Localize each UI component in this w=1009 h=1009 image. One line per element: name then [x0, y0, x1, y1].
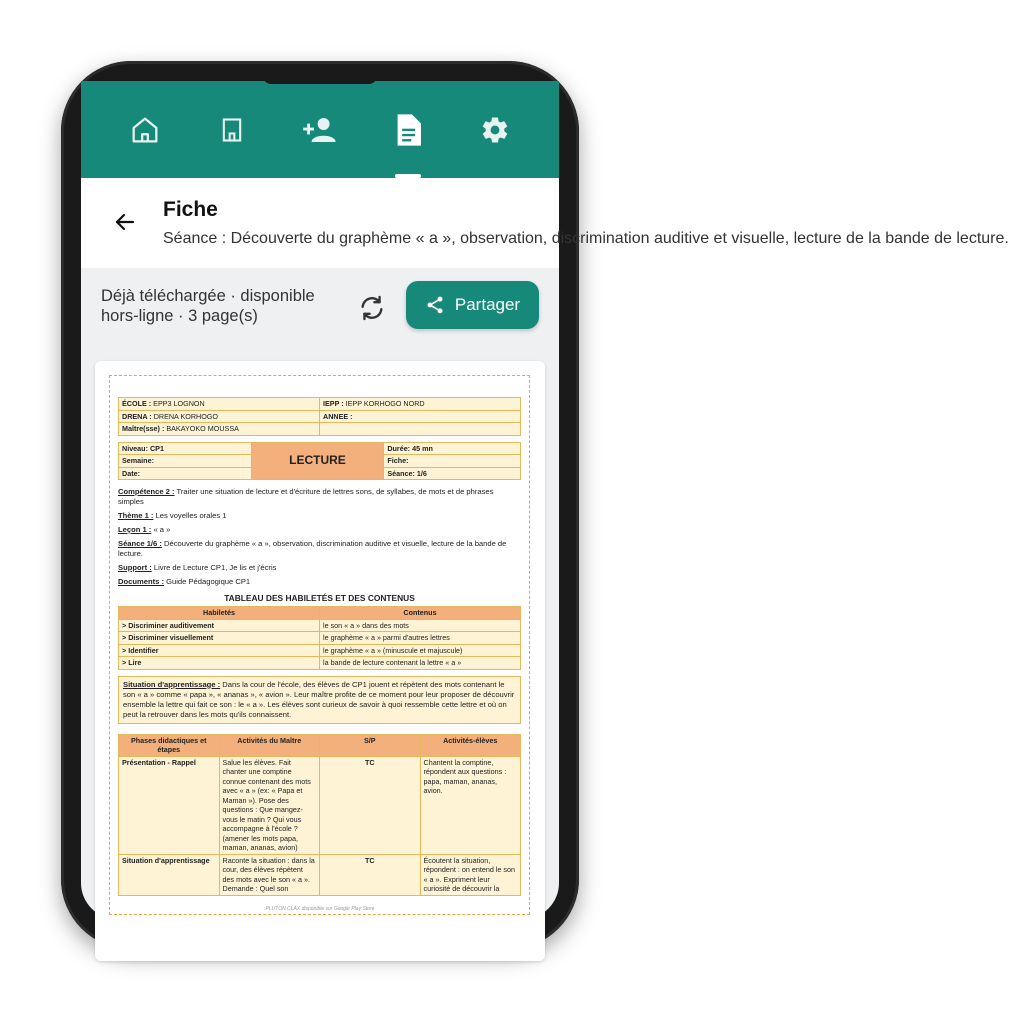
ecole-value: EPP3 LOGNON: [153, 399, 205, 408]
eleves-cell: Écoutent la situation, répondent : on entend le son « a ». Expriment leur curiosité de découvrir la: [420, 854, 521, 895]
hab-head-habiletes: Habiletés: [119, 607, 320, 620]
phase-head: S/P: [320, 734, 421, 756]
nav-documents[interactable]: [378, 100, 438, 160]
hab-cell: > Identifier: [119, 644, 320, 657]
building-icon: [218, 115, 246, 145]
annee-label: ANNEE :: [323, 411, 353, 421]
hab-cell: > Discriminer visuellement: [119, 632, 320, 645]
niveau: Niveau: CP1: [119, 442, 252, 455]
page-subtitle: Séance : Découverte du graphème « a », observation, discrimination auditive et visuelle, lecture de la bande de lecture.: [163, 230, 1009, 247]
situation-label: Situation d'apprentissage :: [123, 679, 221, 689]
lecon-label: Leçon 1 :: [118, 525, 152, 534]
refresh-icon: [358, 294, 386, 322]
competence-label: Compétence 2 :: [118, 487, 175, 496]
lecon: [118, 525, 521, 535]
theme-text: Les voyelles orales 1: [153, 511, 227, 520]
content-cell: la bande de lecture contenant la lettre « a »: [320, 657, 521, 670]
phone-notch: [263, 74, 377, 84]
table-row: [119, 657, 521, 670]
theme: [118, 511, 521, 521]
support-label: Support :: [118, 563, 152, 572]
maitre-cell: Raconte la situation : dans la cour, des élèves répètent des mots avec le son « a ». Demande : Quel son: [219, 854, 320, 895]
phase-head: Activités-élèves: [420, 734, 521, 756]
ecole-label: ÉCOLE :: [122, 399, 152, 408]
home-icon: [128, 113, 162, 147]
phase-head: Activités du Maître: [219, 734, 320, 756]
documents-text: Guide Pédagogique CP1: [164, 577, 251, 586]
nav-add-user[interactable]: [290, 100, 350, 160]
document-preview[interactable]: [95, 361, 545, 961]
school-info-table: [118, 397, 521, 436]
document-footer: PLUTON CLAX disponible sur Google Play Store: [265, 906, 375, 912]
table-row: [119, 619, 521, 632]
table-row: [119, 854, 521, 895]
support-text: Livre de Lecture CP1, Je lis et j'écris: [151, 563, 277, 572]
hab-cell: > Lire: [119, 657, 320, 670]
hab-head-contenus: Contenus: [320, 607, 521, 620]
documents: [118, 577, 521, 587]
phase-cell: Situation d'apprentissage: [119, 854, 220, 895]
situation-text: Dans la cour de l'école, des élèves de CP1 jouent et répètent des mots contenant le son « a » comme « papa », « ananas », « avion ». Leur maître profite de ce moment pour leur proposer de découvrir ensemble la lettre qui fait ce son : le « a ». Les élèves sont curieux de savoir à quoi ressemble cette lettre et où on peut la retrouver dans les mots qu'ils connaissent.: [123, 679, 515, 719]
lesson-meta-table: [118, 442, 521, 481]
content-cell: le son « a » dans des mots: [320, 619, 521, 632]
sp-cell: TC: [320, 854, 421, 895]
sp-cell: TC: [320, 756, 421, 854]
competence-text: Traiter une situation de lecture et d'écriture de lettres sons, de syllabes, de mots et de phrases simples: [118, 487, 494, 506]
hab-cell: > Discriminer auditivement: [119, 619, 320, 632]
duree: Durée: 45 mn: [384, 442, 521, 455]
page-title: Fiche: [163, 198, 218, 221]
app-screen: [81, 81, 1009, 919]
download-status-bar: [81, 268, 559, 344]
lecon-text: « a »: [151, 525, 171, 534]
drena-value: DRENA KORHOGO: [153, 411, 218, 421]
fiche: Fiche:: [384, 455, 521, 468]
gear-icon: [480, 115, 510, 145]
back-button[interactable]: [111, 208, 139, 236]
habiletes-table: [118, 606, 521, 670]
add-user-icon: [302, 115, 338, 145]
iepp-value: IEPP KORHOGO NORD: [345, 399, 425, 408]
subject-title: LECTURE: [251, 442, 384, 480]
download-status-text: Déjà téléchargée · disponible hors-ligne · 3 page(s): [101, 287, 315, 325]
share-icon: [425, 295, 445, 315]
top-navigation-bar: [81, 81, 559, 178]
refresh-button[interactable]: [354, 290, 390, 326]
nav-home[interactable]: [115, 100, 175, 160]
document-icon: [395, 114, 421, 146]
page-header: [81, 178, 1009, 268]
competence: [118, 487, 521, 507]
eleves-cell: Chantent la comptine, répondent aux questions : papa, maman, ananas, avion.: [420, 756, 521, 854]
table-row: [119, 756, 521, 854]
seance-description: [118, 539, 521, 559]
support: [118, 563, 521, 573]
active-tab-indicator: [395, 174, 421, 178]
semaine: Semaine:: [119, 455, 252, 468]
document-page: [109, 375, 530, 915]
table-row: [119, 632, 521, 645]
iepp-label: IEPP :: [323, 399, 344, 408]
share-label: Partager: [454, 295, 521, 314]
nav-settings[interactable]: [465, 100, 525, 160]
content-cell: le graphème « a » parmi d'autres lettres: [320, 632, 521, 645]
arrow-left-icon: [113, 210, 137, 234]
maitre-label: Maître(sse) :: [122, 424, 165, 433]
drena-label: DRENA :: [122, 411, 152, 421]
phase-cell: Présentation - Rappel: [119, 756, 220, 854]
theme-label: Thème 1 :: [118, 511, 154, 520]
maitre-cell: Salue les élèves. Fait chanter une comptine connue contenant des mots avec « a » (ex: « Papa et Maman »). Pose des questions : Que mangez-vous le matin ? Qui vous accompagne à l'école ? (amener les mots papa, maman, ananas, avion): [219, 756, 320, 854]
phase-head: Phases didactiques et étapes: [119, 734, 220, 756]
content-cell: le graphème « a » (minuscule et majuscule): [320, 644, 521, 657]
seance: Séance: 1/6: [384, 467, 521, 480]
habiletes-table-title: TABLEAU DES HABILETÉS ET DES CONTENUS: [224, 593, 415, 603]
nav-school[interactable]: [202, 100, 262, 160]
maitre-value: BAKAYOKO MOUSSA: [166, 424, 239, 433]
share-button[interactable]: [406, 281, 539, 329]
table-row: [119, 644, 521, 657]
documents-label: Documents :: [118, 577, 164, 586]
seance-label: Séance 1/6 :: [118, 539, 162, 548]
seance-text: Découverte du graphème « a », observation, discrimination auditive et visuelle, lecture de la bande de lecture.: [118, 539, 507, 558]
date: Date:: [119, 467, 252, 480]
phases-table: [118, 734, 521, 896]
situation-apprentissage: [118, 676, 521, 724]
